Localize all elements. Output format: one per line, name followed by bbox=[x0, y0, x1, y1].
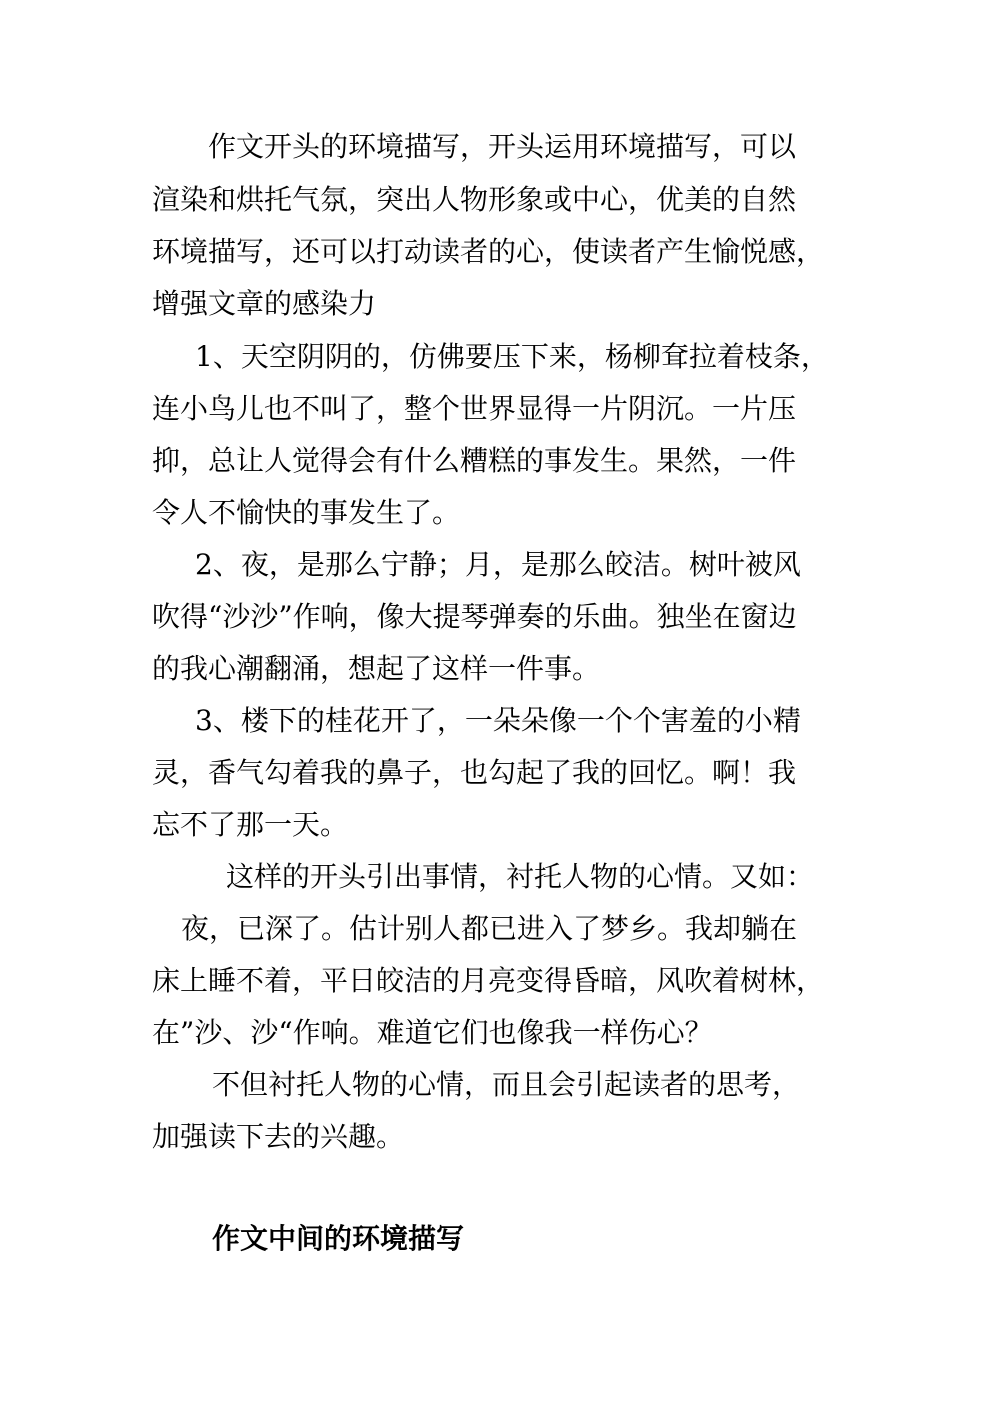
paragraph-2-line-2: 夜，已深了。估计别人都已进入了梦乡。我却躺在 bbox=[181, 912, 798, 945]
example-1-line-1: 1、天空阴阴的，仿佛要压下来，杨柳耷拉着枝条， bbox=[195, 340, 829, 373]
example-1-line-2: 连小鸟儿也不叫了，整个世界显得一片阴沉。一片压 bbox=[152, 392, 797, 425]
example-1-line-3: 抑，总让人觉得会有什么糟糕的事发生。果然，一件 bbox=[152, 444, 797, 477]
section-heading: 作文中间的环境描写 bbox=[212, 1222, 465, 1255]
paragraph-1-line-4: 增强文章的感染力 bbox=[152, 287, 377, 320]
paragraph-1-line-1: 作文开头的环境描写，开头运用环境描写，可以 bbox=[208, 130, 797, 163]
example-1-line-4: 令人不愉快的事发生了。 bbox=[152, 496, 461, 529]
example-2-line-1: 2、夜，是那么宁静；月，是那么皎洁。树叶被风 bbox=[195, 548, 801, 581]
example-2-line-3: 的我心潮翻涌，想起了这样一件事。 bbox=[152, 652, 601, 685]
paragraph-1-line-3: 环境描写，还可以打动读者的心，使读者产生愉悦感， bbox=[152, 235, 825, 268]
example-3-line-1: 3、楼下的桂花开了，一朵朵像一个个害羞的小精 bbox=[195, 704, 801, 737]
example-3-line-3: 忘不了那一天。 bbox=[152, 808, 349, 841]
paragraph-2-line-4: 在”沙、沙“作响。难道它们也像我一样伤心？ bbox=[152, 1016, 713, 1049]
paragraph-3-line-1: 不但衬托人物的心情，而且会引起读者的思考， bbox=[212, 1068, 801, 1101]
example-2-line-2: 吹得“沙沙”作响，像大提琴弹奏的乐曲。独坐在窗边 bbox=[152, 600, 797, 633]
paragraph-1-line-2: 渲染和烘托气氛，突出人物形象或中心，优美的自然 bbox=[152, 183, 797, 216]
example-3-line-2: 灵，香气勾着我的鼻子，也勾起了我的回忆。啊！我 bbox=[152, 756, 797, 789]
paragraph-2-line-3: 床上睡不着，平日皎洁的月亮变得昏暗，风吹着树林， bbox=[152, 964, 825, 997]
paragraph-2-line-1: 这样的开头引出事情，衬托人物的心情。又如： bbox=[226, 860, 815, 893]
paragraph-3-line-2: 加强读下去的兴趣。 bbox=[152, 1120, 405, 1153]
